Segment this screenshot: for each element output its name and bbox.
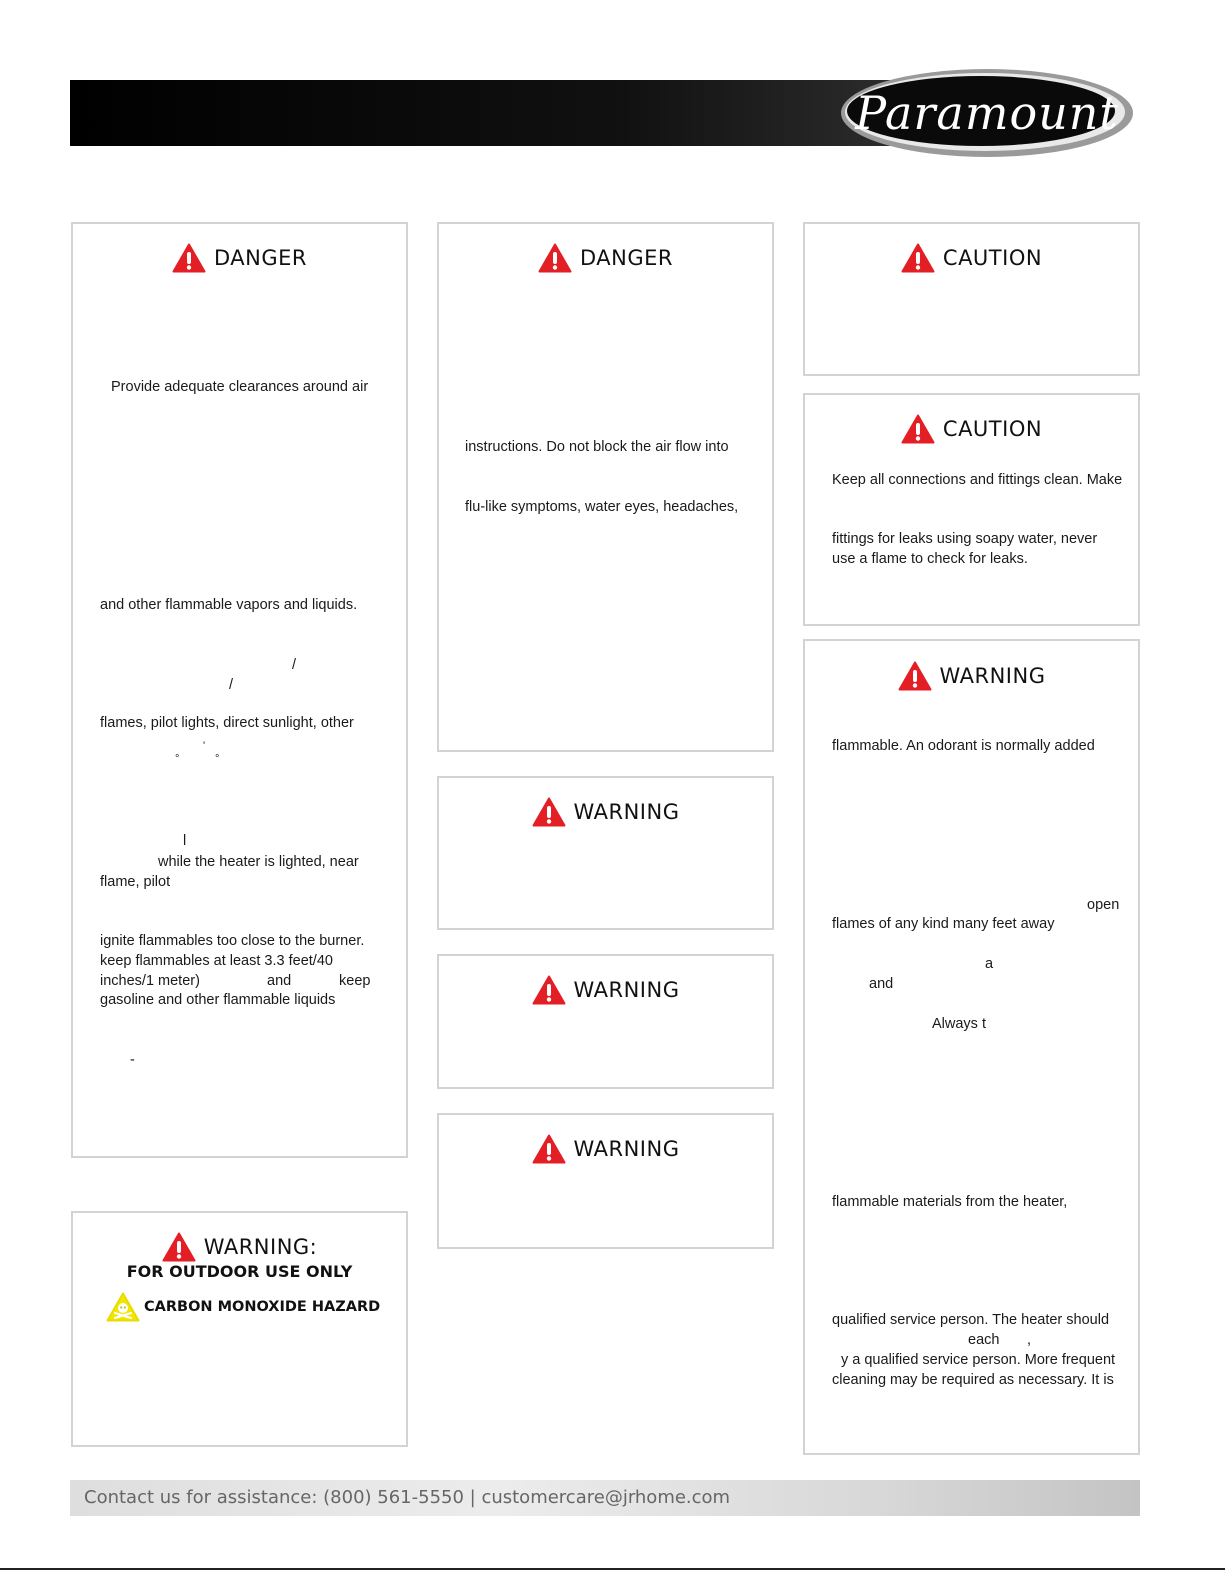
caution-title: CAUTION <box>942 246 1043 270</box>
outdoor-subtitle: FOR OUTDOOR USE ONLY <box>126 1262 353 1281</box>
danger-heading <box>73 240 406 276</box>
warning-right-line: Always t <box>932 1016 986 1032</box>
contact-info: Contact us for assistance: (800) 561-5550 | customercare@jrhome.com <box>84 1487 731 1508</box>
warning-right-line: each <box>968 1332 1000 1348</box>
danger-left-line: ° <box>175 753 180 765</box>
danger-left-line: ' <box>203 740 206 752</box>
outdoor-warning-heading <box>73 1229 406 1265</box>
warning-triangle-icon <box>898 661 932 691</box>
danger-left-line: keep flammables at least 3.3 feet/40 <box>100 953 333 969</box>
skull-crossbones-icon <box>106 1292 140 1322</box>
warning-title: WARNING <box>573 800 680 824</box>
danger-left-line: gasoline and other flammable liquids <box>100 992 336 1008</box>
warning-heading <box>439 794 772 830</box>
brand-logo <box>837 66 1137 160</box>
danger-mid-line: instructions. Do not block the air flow into <box>465 439 729 455</box>
caution-line: use a flame to check for leaks. <box>832 551 1028 567</box>
warning-right-line: a <box>985 956 994 972</box>
outdoor-warning-box <box>71 1211 408 1447</box>
warning-heading <box>439 972 772 1008</box>
warning-right-line: , <box>1027 1332 1032 1348</box>
logo-text: Paramount <box>855 86 1119 140</box>
bottom-rule <box>0 1568 1225 1570</box>
warning-box-mid-2 <box>437 954 774 1089</box>
danger-left-line: while the heater is lighted, near <box>158 854 359 870</box>
warning-right-line: y a qualified service person. More frequent <box>841 1352 1116 1368</box>
warning-triangle-icon <box>162 1232 196 1262</box>
warning-triangle-icon <box>538 243 572 273</box>
warning-right-line: and <box>869 976 894 992</box>
danger-left-line: flames, pilot lights, direct sunlight, other <box>100 715 354 731</box>
warning-triangle-icon <box>901 414 935 444</box>
danger-left-line: and <box>267 973 292 989</box>
warning-box-mid-3 <box>437 1113 774 1249</box>
danger-title: DANGER <box>213 246 307 270</box>
warning-triangle-icon <box>532 975 566 1005</box>
danger-left-line: Provide adequate clearances around air <box>111 379 369 395</box>
danger-box-mid <box>437 222 774 752</box>
danger-left-line: ° <box>215 753 220 765</box>
danger-left-line: / <box>229 677 234 693</box>
danger-left-line: ignite flammables too close to the burner. <box>100 933 365 949</box>
warning-heading <box>805 658 1138 694</box>
warning-heading <box>439 1131 772 1167</box>
caution-heading <box>805 411 1138 447</box>
warning-right-line: flammable materials from the heater, <box>832 1194 1068 1210</box>
warning-triangle-icon <box>532 1134 566 1164</box>
warning-box-mid-1 <box>437 776 774 930</box>
caution-line: Keep all connections and fittings clean. Make <box>832 472 1123 488</box>
warning-title: WARNING <box>573 978 680 1002</box>
caution-heading <box>805 240 1138 276</box>
caution-title: CAUTION <box>942 417 1043 441</box>
caution-box-1 <box>803 222 1140 376</box>
danger-left-line: inches/1 meter) <box>100 973 200 989</box>
warning-right-line: qualified service person. The heater should <box>832 1312 1110 1328</box>
warning-triangle-icon <box>532 797 566 827</box>
danger-left-line: l <box>183 833 187 849</box>
co-hazard-label: CARBON MONOXIDE HAZARD <box>144 1299 381 1315</box>
caution-box-2 <box>803 393 1140 626</box>
danger-left-line: - <box>130 1052 135 1068</box>
danger-title: DANGER <box>579 246 673 270</box>
danger-left-line: flame, pilot <box>100 874 171 890</box>
danger-left-line: keep <box>339 973 371 989</box>
outdoor-use-only-label <box>71 1262 408 1281</box>
caution-line: fittings for leaks using soapy water, never <box>832 531 1098 547</box>
danger-heading <box>439 240 772 276</box>
warning-title: WARNING <box>573 1137 680 1161</box>
warning-right-line: open <box>1087 897 1120 913</box>
warning-right-line: flammable. An odorant is normally added <box>832 738 1095 754</box>
outdoor-warning-title: WARNING: <box>203 1235 318 1259</box>
warning-right-line: flames of any kind many feet away <box>832 916 1055 932</box>
danger-mid-line: flu-like symptoms, water eyes, headaches, <box>465 499 739 515</box>
danger-left-line: and other flammable vapors and liquids. <box>100 597 358 613</box>
warning-triangle-icon <box>901 243 935 273</box>
danger-box-left <box>71 222 408 1158</box>
co-hazard-row <box>106 1290 380 1324</box>
warning-right-line: cleaning may be required as necessary. It is <box>832 1372 1114 1388</box>
warning-title: WARNING <box>939 664 1046 688</box>
footer-bar <box>70 1480 1140 1516</box>
danger-left-line: / <box>292 657 297 673</box>
warning-triangle-icon <box>172 243 206 273</box>
